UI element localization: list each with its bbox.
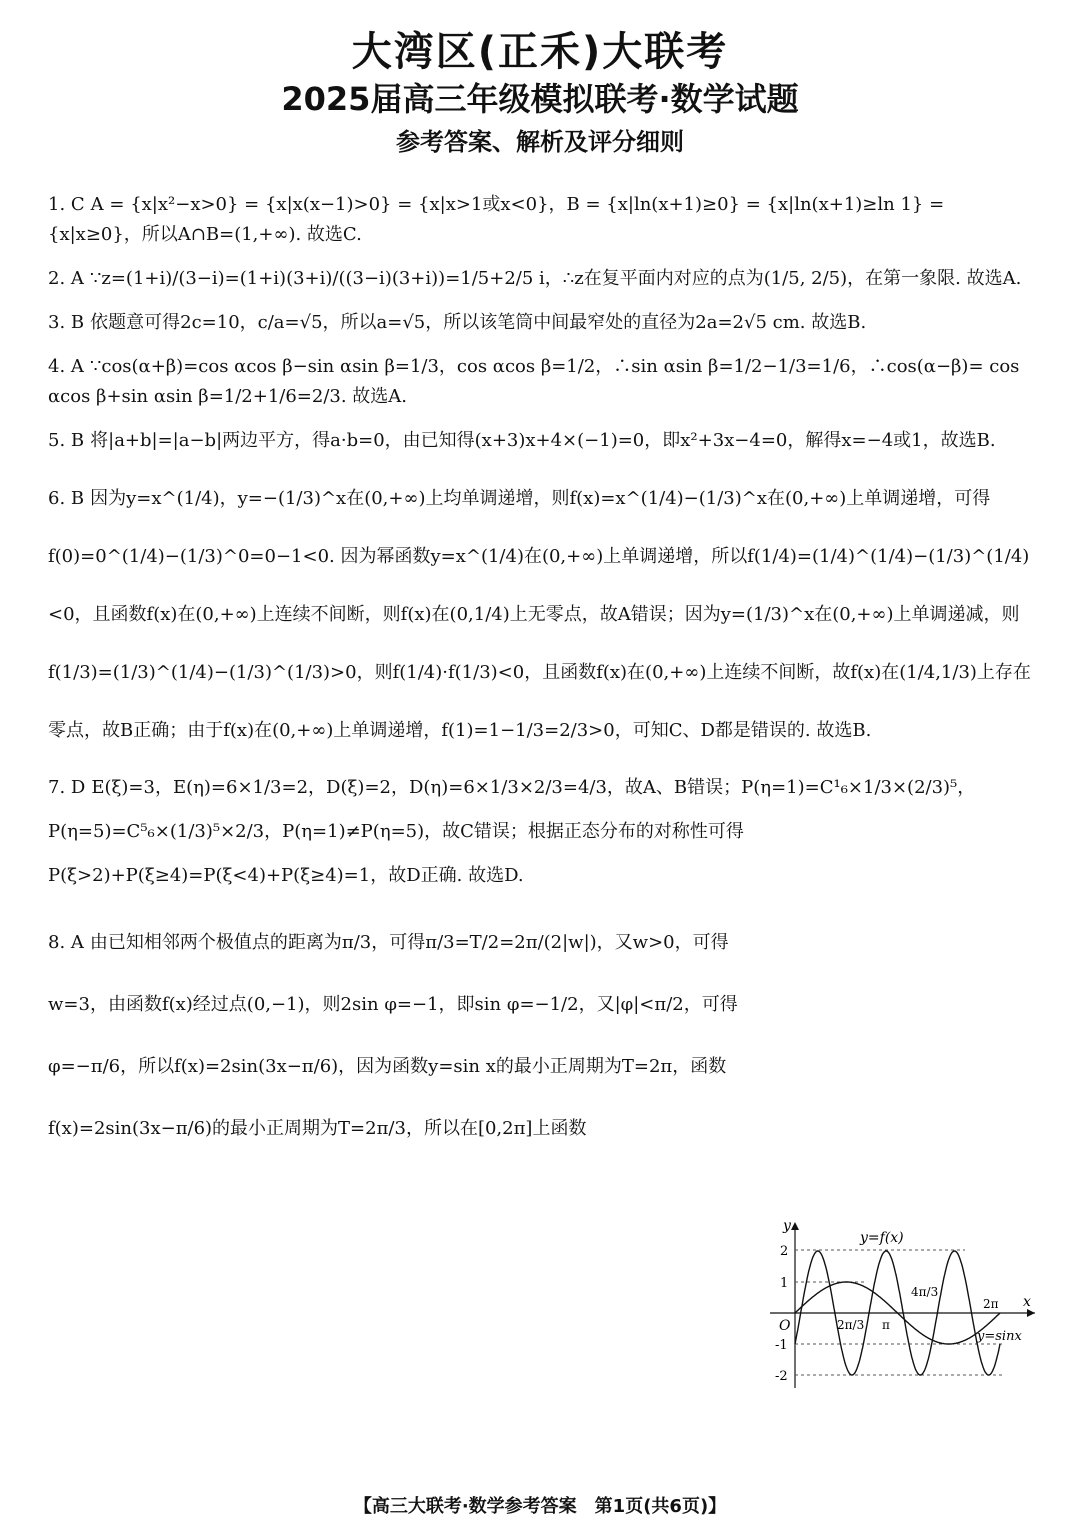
answer-list [48, 190, 1038, 1174]
answer-text: ∵z=(1+i)/(3−i)=(1+i)(3+i)/((3−i)(3+i))=1/5+2/5 i，∴z在复平面内对应的点为(1/5, 2/5)，在第一象限. 故选A. [89, 268, 1022, 289]
answer-text: 因为y=x^(1/4)，y=−(1/3)^x在(0,+∞)上均单调递增，则f(x)=x^(1/4)−(1/3)^x在(0,+∞)上单调递增，可得f(0)=0^(1/4)−(1/3)^0=0−1<0. 因为幂函数y=x^(1/4)在(0,+∞)上单调递增，所以f(1/4)=(1/4)^(1/4)−(1/3)^(1/4)<0，且函数f(x)在(0,+∞)上连续不间断，则f(x)在(0,1/4)上无零点，故A错误；因为y=(1/3)^x在(0,+∞)上单调递减，则f(1/3)=(1/3)^(1/4)−(1/3)^(1/3)>0，则f(1/4)·f(1/3)<0，且函数f(x)在(0,+∞)上连续不间断，故f(x)在(1/4,1/3)上存在零点，故B正确；由于f(x)在(0,+∞)上单调递增，f(1)=1−1/3=2/3>0，可知C、D都是错误的. 故选B. [48, 488, 1031, 741]
answer-item-1 [48, 190, 1038, 250]
origin-label: O [779, 1318, 791, 1334]
tick-y-1: 1 [780, 1276, 789, 1291]
fx-label: y=f(x) [860, 1230, 904, 1246]
answer-number: 6. B [48, 488, 85, 509]
page-title: 大湾区(正禾)大联考 [351, 29, 729, 75]
tick-x-4pi3: 4π/3 [911, 1285, 939, 1299]
answer-text: ∵cos(α+β)=cos αcos β−sin αsin β=1/3，cos αcos β=1/2，∴sin αsin β=1/2−1/3=1/6，∴cos(α−β)= cos αcos β+sin αsin β=1/2+1/6=2/3. 故选A. [48, 356, 1020, 407]
answer-number: 2. A [48, 268, 84, 289]
tick-x-2pi3: 2π/3 [837, 1318, 865, 1332]
exam-subtitle: 2025届高三年级模拟联考·数学试题 [281, 80, 799, 118]
answer-number: 8. A [48, 932, 84, 953]
tick-y-2: 2 [780, 1244, 789, 1259]
answer-number: 4. A [48, 356, 84, 377]
answer-item-6 [48, 470, 1038, 760]
answer-item-3 [48, 308, 1038, 338]
y-axis-arrow-icon [791, 1222, 799, 1230]
answer-text: E(ξ)=3，E(η)=6×1/3=2，D(ξ)=2，D(η)=6×1/3×2/3=4/3，故A、B错误；P(η=1)=C¹₆×1/3×(2/3)⁵，P(η=5)=C⁵₆×(1/3)⁵×2/3，P(η=1)≠P(η=5)，故C错误；根据正态分布的对称性可得P(ξ>2)+P(ξ≥4)=P(ξ<4)+P(ξ≥4)=1，故D正确. 故选D. [48, 777, 976, 886]
answer-item-7 [48, 766, 1038, 898]
answer-text: A = {x|x²−x>0} = {x|x(x−1)>0} = {x|x>1或x<0}，B = {x|ln(x+1)≥0} = {x|ln(x+1)≥ln 1} = {x|x≥0}，所以A∩B=(1,+∞). 故选C. [48, 194, 945, 245]
page-footer: 【高三大联考·数学参考答案 第1页(共6页)】 [353, 1496, 727, 1517]
answer-item-8 [48, 912, 738, 1160]
sinx-label: y=sinx [977, 1329, 1022, 1344]
answer-item-2 [48, 264, 1038, 294]
x-axis-arrow-icon [1027, 1309, 1035, 1317]
answer-item-5 [48, 426, 1038, 456]
answer-item-4 [48, 352, 1038, 412]
tick-x-pi: π [882, 1318, 890, 1332]
answer-number: 7. D [48, 777, 86, 798]
section-heading: 参考答案、解析及评分细则 [396, 128, 684, 156]
answer-number: 5. B [48, 430, 85, 451]
answer-text: 依题意可得2c=10，c/a=√5，所以a=√5，所以该笔筒中间最窄处的直径为2a=2√5 cm. 故选B. [90, 312, 867, 333]
tick-x-2pi: 2π [983, 1297, 999, 1311]
answer-number: 3. B [48, 312, 85, 333]
answer-text: 将|a+b|=|a−b|两边平方，得a·b=0，由已知得(x+3)x+4×(−1)=0，即x²+3x−4=0，解得x=−4或1，故选B. [90, 430, 996, 451]
y-axis-label: y [783, 1218, 791, 1234]
tick-y-neg2: -2 [775, 1369, 788, 1384]
x-axis-label: x [1023, 1294, 1031, 1310]
answer-number: 1. C [48, 194, 85, 215]
tick-y-neg1: -1 [775, 1338, 788, 1353]
function-graph [765, 1218, 1040, 1393]
answer-text: 由已知相邻两个极值点的距离为π/3，可得π/3=T/2=2π/(2|w|)，又w>0，可得w=3，由函数f(x)经过点(0,−1)，则2sin φ=−1，即sin φ=−1/2，又|φ|<π/2，可得φ=−π/6，所以f(x)=2sin(3x−π/6)，因为函数y=sin x的最小正周期为T=2π，函数f(x)=2sin(3x−π/6)的最小正周期为T=2π/3，所以在[0,2π]上函数 [48, 932, 738, 1139]
